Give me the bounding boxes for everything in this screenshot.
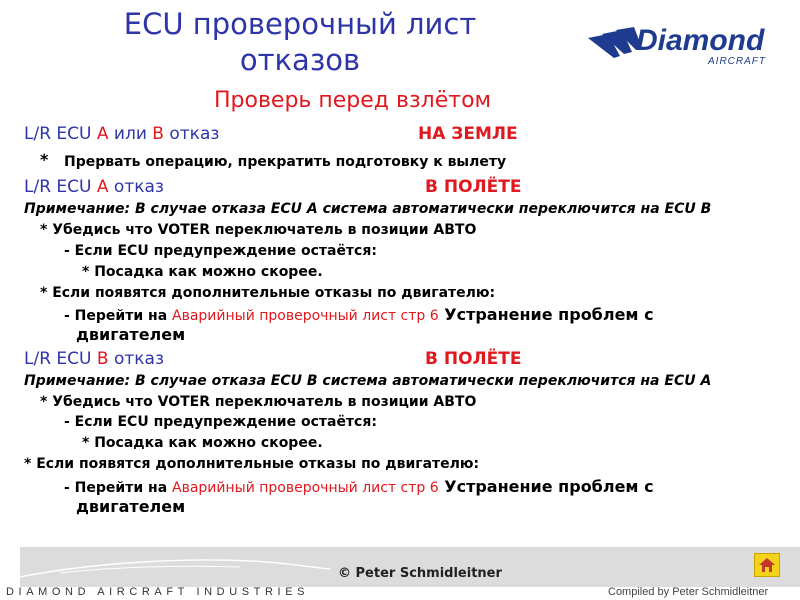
- section2-item1: * Убедись что VOTER переключатель в позиции АВТО: [40, 222, 477, 238]
- section2-item5-cont: двигателем: [76, 325, 186, 344]
- section3-phase: В ПОЛЁТЕ: [425, 349, 522, 369]
- diamond-aircraft-logo: [588, 26, 778, 72]
- slide-title: [60, 6, 540, 78]
- section2-item4: * Если появятся дополнительные отказы по двигателю:: [40, 285, 496, 301]
- section2-item3: * Посадка как можно скорее.: [82, 264, 323, 280]
- section2-item2: - Если ECU предупреждение остаётся:: [64, 243, 377, 259]
- title-line-2: отказов: [239, 43, 361, 77]
- logo-brand-text: Diamond: [636, 24, 765, 57]
- slide-subtitle: Проверь перед взлётом: [214, 88, 492, 113]
- section3-item2: - Если ECU предупреждение остаётся:: [64, 414, 377, 430]
- section2-item5: - Перейти на Аварийный проверочный лист стр 6 Устранение проблем с: [64, 305, 654, 324]
- section3-header: L/R ECU B отказ: [24, 349, 164, 369]
- section3-item5: - Перейти на Аварийный проверочный лист стр 6 Устранение проблем с: [64, 477, 654, 496]
- section3-item1: * Убедись что VOTER переключатель в позиции АВТО: [40, 394, 477, 410]
- footer-compiled: Compiled by Peter Schmidleitner: [608, 586, 769, 598]
- section1-header: L/R ECU A или B отказ: [24, 124, 220, 144]
- section3-note: Примечание: В случае отказа ECU B система автоматически переключится на ECU A: [24, 373, 712, 389]
- aircraft-silhouette-icon: [20, 547, 340, 587]
- logo-sub-text: AIRCRAFT: [708, 56, 766, 67]
- section3-item4: * Если появятся дополнительные отказы по двигателю:: [24, 456, 480, 472]
- footer-copyright: © Peter Schmidleitner: [338, 566, 502, 581]
- section2-phase: В ПОЛЁТЕ: [425, 177, 522, 197]
- home-icon: [755, 554, 779, 576]
- section1-bullet: *: [40, 150, 49, 169]
- section1-item1: Прервать операцию, прекратить подготовку к вылету: [64, 154, 507, 170]
- title-line-1: ECU проверочный лист: [123, 7, 477, 41]
- home-button[interactable]: [754, 553, 780, 577]
- section2-header: L/R ECU A отказ: [24, 177, 164, 197]
- section2-note: Примечание: В случае отказа ECU A система автоматически переключится на ECU B: [24, 201, 712, 217]
- footer-brand: DIAMOND AIRCRAFT INDUSTRIES: [6, 586, 310, 598]
- section3-item3: * Посадка как можно скорее.: [82, 435, 323, 451]
- section3-item5-cont: двигателем: [76, 497, 186, 516]
- section1-phase: НА ЗЕМЛЕ: [418, 124, 518, 144]
